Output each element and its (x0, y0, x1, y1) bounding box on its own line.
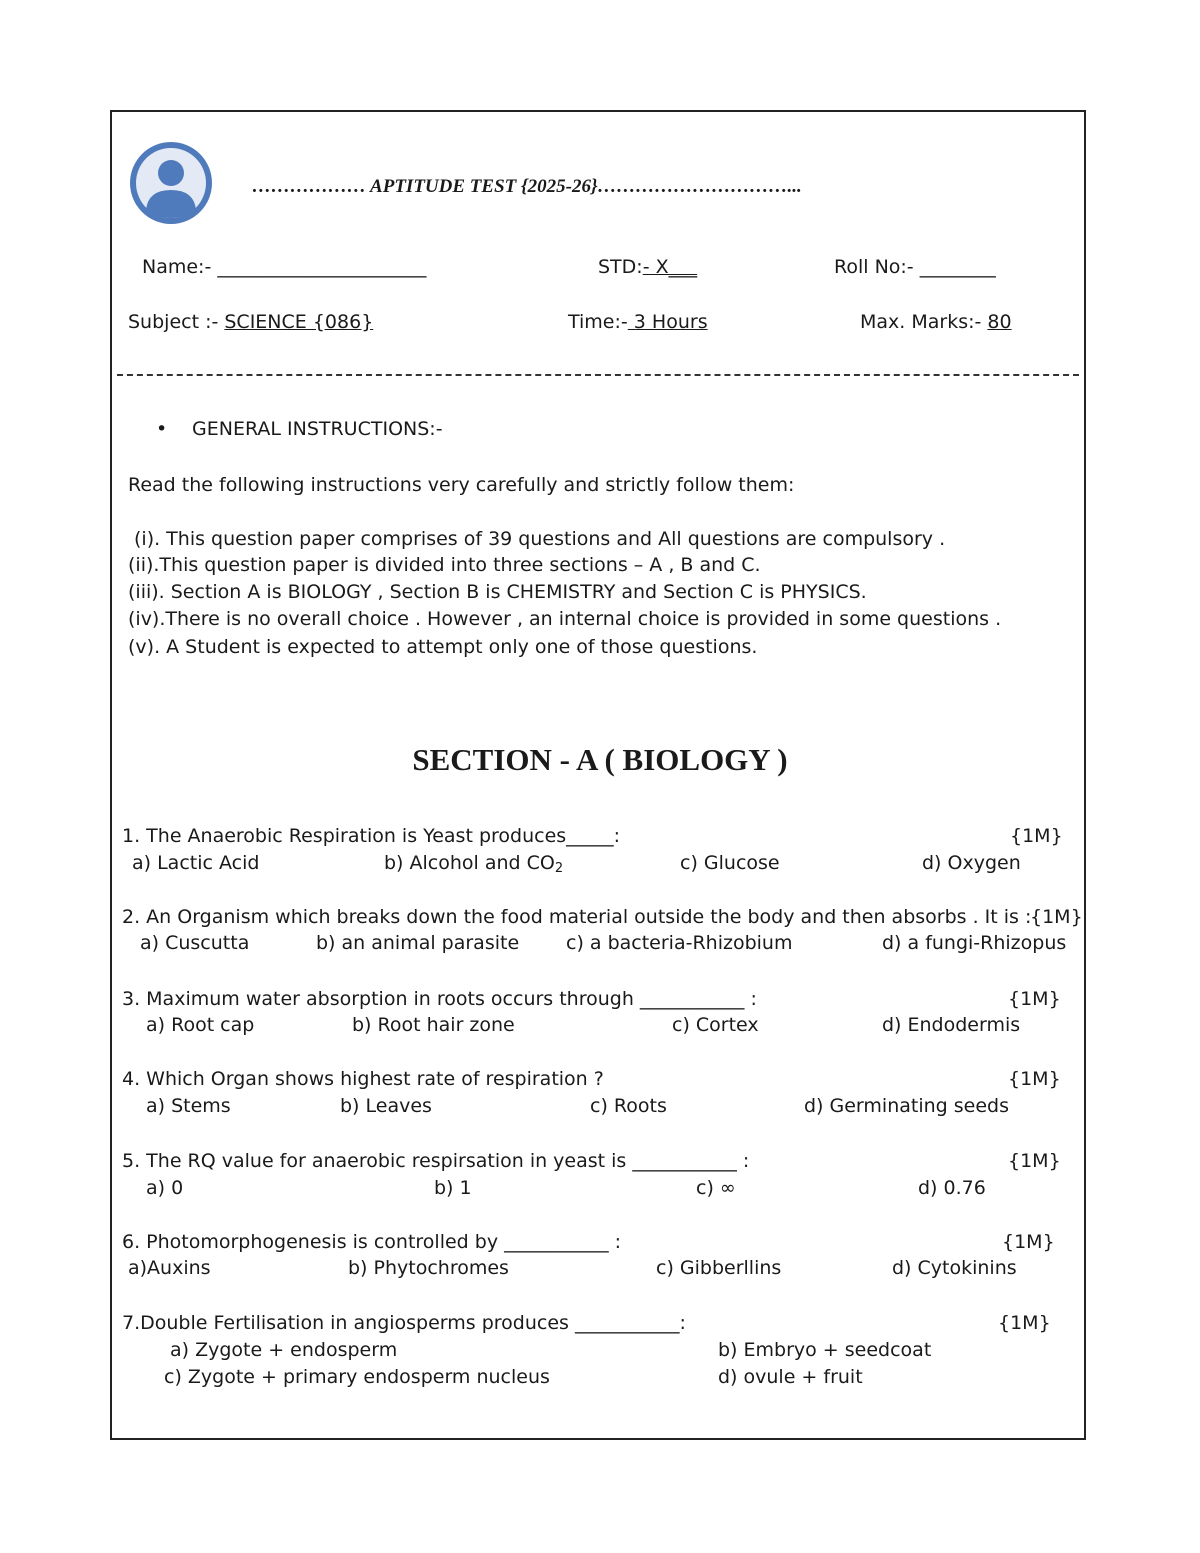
dashed-divider (117, 374, 1079, 376)
test-title: ……………… APTITUDE TEST {2025-26}…………………………... (252, 176, 802, 197)
option: d) a fungi-Rhizopus (882, 932, 1067, 954)
question-text: 3. Maximum water absorption in roots occurs through ___________ : (122, 988, 757, 1010)
option: d) Oxygen (922, 852, 1021, 874)
option: c) Zygote + primary endosperm nucleus (164, 1366, 550, 1388)
option: b) 1 (434, 1177, 472, 1199)
question-text: 2. An Organism which breaks down the food material outside the body and then absorbs . It is : (122, 906, 1032, 928)
option: c) Gibberllins (656, 1257, 782, 1279)
instructions-heading: GENERAL INSTRUCTIONS:- (192, 418, 443, 440)
question-marks: {1M} (1008, 1068, 1061, 1090)
option: d) Endodermis (882, 1014, 1021, 1036)
question-marks: {1M} (1002, 1231, 1055, 1253)
question-text: 1. The Anaerobic Respiration is Yeast produces_____: (122, 825, 621, 847)
instruction-item: (iv).There is no overall choice . However , an internal choice is provided in some questions . (128, 608, 1002, 630)
option: b) Phytochromes (348, 1257, 509, 1279)
max-marks-field (860, 311, 1012, 333)
bullet: • (156, 418, 168, 440)
question-marks: {1M} (998, 1312, 1051, 1334)
name-field-label: Name:- ______________________ (142, 256, 427, 278)
subject-label: Subject :- (128, 311, 225, 333)
roll-no-field-label: Roll No:- ________ (834, 256, 996, 278)
question-marks: {1M} (1030, 906, 1083, 928)
option: a) Zygote + endosperm (170, 1339, 398, 1361)
option: c) Glucose (680, 852, 780, 874)
option: a) Lactic Acid (132, 852, 260, 874)
question-marks: {1M} (1008, 988, 1061, 1010)
subject-field (128, 311, 373, 333)
instruction-item: (ii).This question paper is divided into three sections – A , B and C. (128, 554, 761, 576)
option: d) ovule + fruit (718, 1366, 863, 1388)
option: a)Auxins (128, 1257, 211, 1279)
question-text: 6. Photomorphogenesis is controlled by ___________ : (122, 1231, 622, 1253)
subject-value: SCIENCE {086} (224, 311, 374, 333)
option: c) a bacteria-Rhizobium (566, 932, 793, 954)
std-value: - X___ (642, 256, 698, 278)
section-title: SECTION - A ( BIOLOGY ) (412, 742, 788, 777)
option: a) Root cap (146, 1014, 255, 1036)
option (384, 852, 563, 876)
max-marks-label: Max. Marks:- (860, 311, 988, 333)
option-text: b) Alcohol and CO (384, 852, 555, 874)
option: d) Cytokinins (892, 1257, 1017, 1279)
question-marks: {1M} (1008, 1150, 1061, 1172)
time-label: Time:- (568, 311, 628, 333)
option: a) Cuscutta (140, 932, 250, 954)
option: d) Germinating seeds (804, 1095, 1009, 1117)
option: b) Root hair zone (352, 1014, 515, 1036)
option: b) Embryo + seedcoat (718, 1339, 932, 1361)
option: b) Leaves (340, 1095, 432, 1117)
option: c) Cortex (672, 1014, 759, 1036)
time-field (568, 311, 708, 333)
instruction-item: (i). This question paper comprises of 39 questions and All questions are compulsory . (134, 528, 946, 550)
instruction-item: (iii). Section A is BIOLOGY , Section B is CHEMISTRY and Section C is PHYSICS. (128, 581, 867, 603)
option: a) Stems (146, 1095, 231, 1117)
instructions-intro: Read the following instructions very carefully and strictly follow them: (128, 474, 795, 496)
subscript: 2 (554, 861, 564, 876)
option: c) ∞ (696, 1177, 736, 1199)
option: a) 0 (146, 1177, 184, 1199)
question-text: 5. The RQ value for anaerobic respirsation in yeast is ___________ : (122, 1150, 750, 1172)
std-field (598, 256, 697, 278)
instruction-item: (v). A Student is expected to attempt only one of those questions. (128, 636, 758, 658)
option: d) 0.76 (918, 1177, 986, 1199)
question-text: 4. Which Organ shows highest rate of respiration ? (122, 1068, 604, 1090)
time-value: 3 Hours (627, 311, 708, 333)
question-marks: {1M} (1010, 825, 1063, 847)
user-avatar-icon (128, 140, 214, 226)
max-marks-value: 80 (987, 311, 1012, 333)
option: c) Roots (590, 1095, 667, 1117)
option: b) an animal parasite (316, 932, 520, 954)
question-text: 7.Double Fertilisation in angiosperms produces ___________: (122, 1312, 686, 1334)
std-label: STD: (598, 256, 643, 278)
